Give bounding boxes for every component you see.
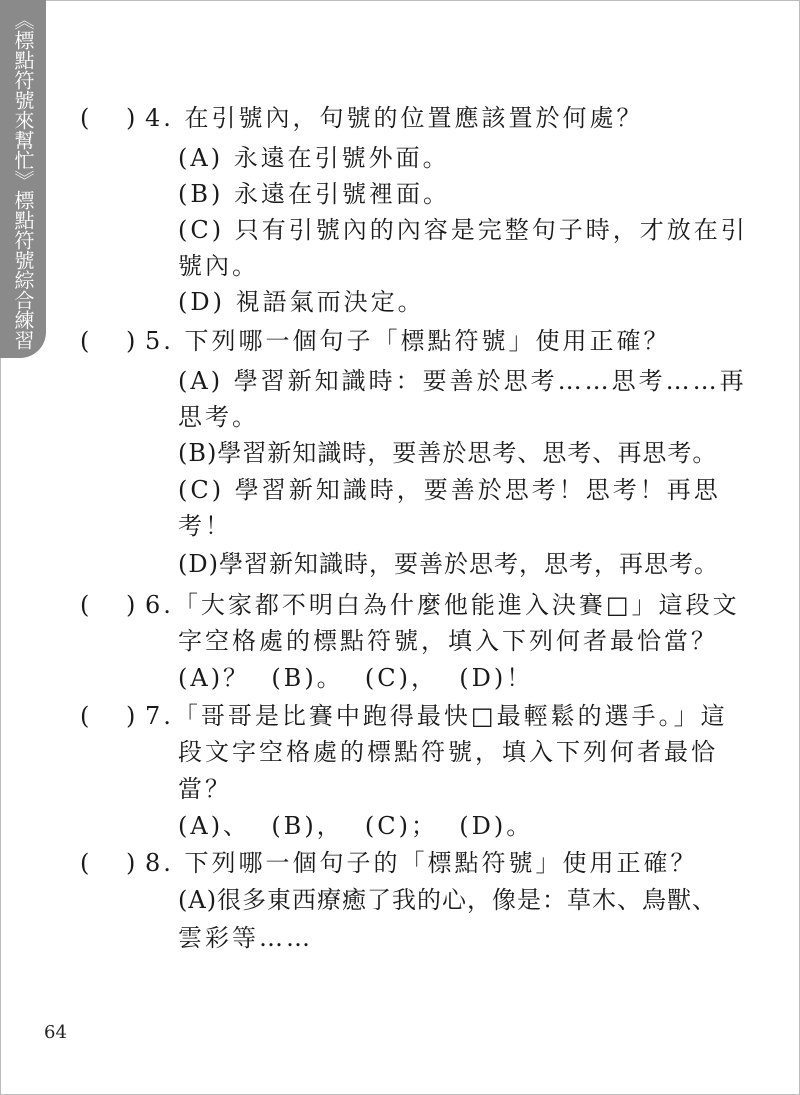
- chapter-side-tab: [0, 0, 46, 358]
- option-a-continued: 雲彩等……: [178, 924, 313, 952]
- answer-blank-open: (: [80, 104, 90, 132]
- question-stem: 4. 在引號內，句號的位置應該置於何處？: [145, 104, 644, 132]
- option-c-continued: 號內。: [178, 252, 259, 280]
- option-d: (D) 視語氣而決定。: [178, 288, 425, 316]
- answer-options: (A)、 (B)， (C)； (D)。: [178, 812, 534, 840]
- answer-blank-close: ): [126, 591, 136, 619]
- answer-blank-open: (: [80, 702, 90, 730]
- option-a: (A) 永遠在引號外面。: [178, 144, 450, 172]
- option-b: (B) 永遠在引號裡面。: [178, 180, 450, 208]
- answer-blank-close: ): [126, 702, 136, 730]
- page-number: 64: [44, 1022, 67, 1043]
- answer-blank-close: ): [126, 104, 136, 132]
- answer-blank-open: (: [80, 327, 90, 355]
- answer-blank-open: (: [80, 591, 90, 619]
- option-c: (C) 學習新知識時，要善於思考！思考！再思: [178, 476, 721, 504]
- question-stem-continued: 段文字空格處的標點符號，填入下列何者最恰: [178, 738, 718, 766]
- question-stem: 8. 下列哪一個句子的「標點符號」使用正確？: [145, 849, 698, 877]
- option-c-continued: 考！: [178, 512, 232, 540]
- option-b: (B)學習新知識時，要善於思考、思考、再思考。: [178, 439, 718, 467]
- chapter-side-tab-title: 《標點符號來幫忙》標點符號綜合練習: [11, 10, 35, 350]
- question-stem-continued: 字空格處的標點符號，填入下列何者最恰當？: [178, 627, 718, 655]
- question-stem: 6.「大家都不明白為什麼他能進入決賽□」這段文: [145, 591, 740, 619]
- answer-options: (A)？ (B)。 (C)， (D)！: [178, 664, 534, 692]
- question-stem: 5. 下列哪一個句子「標點符號」使用正確？: [145, 327, 671, 355]
- answer-blank-close: ): [126, 849, 136, 877]
- question-stem: 7.「哥哥是比賽中跑得最快□最輕鬆的選手。」這: [145, 702, 728, 730]
- option-c: (C) 只有引號內的內容是完整句子時，才放在引: [178, 216, 748, 244]
- option-a: (A) 學習新知識時：要善於思考……思考……再: [178, 367, 747, 395]
- option-a: (A)很多東西療癒了我的心，像是：草木、鳥獸、: [178, 886, 718, 914]
- option-a-continued: 思考。: [178, 403, 259, 431]
- question-stem-continued: 當？: [178, 775, 232, 803]
- answer-blank-close: ): [126, 327, 136, 355]
- answer-blank-open: (: [80, 849, 90, 877]
- option-d: (D)學習新知識時，要善於思考，思考，再思考。: [178, 550, 719, 578]
